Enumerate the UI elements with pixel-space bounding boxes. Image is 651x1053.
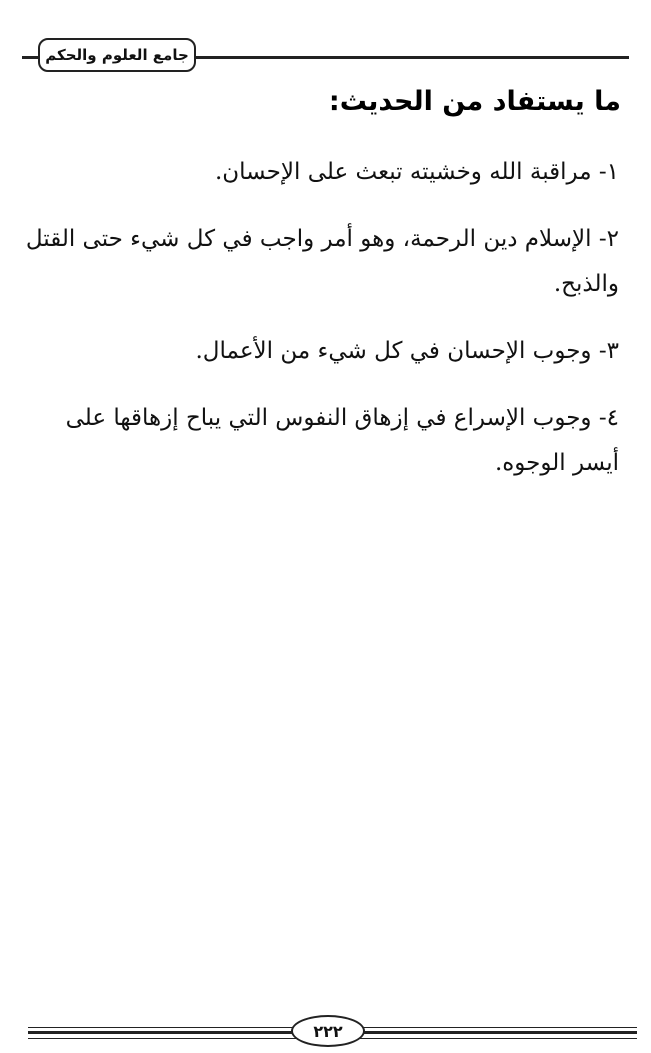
list-item-text: الإسلام دين الرحمة، وهو أمر واجب في كل شيء حتى القتل والذبح.: [25, 226, 619, 297]
list-item-number: ٤-: [598, 405, 619, 431]
list-item-text: وجوب الإسراع في إزهاق النفوس التي يباح إزهاقها على أيسر الوجوه.: [65, 405, 619, 476]
running-header-box: [38, 38, 196, 72]
list-item-number: ٣-: [598, 338, 619, 364]
list-item: [24, 396, 619, 486]
list-item-number: ١-: [598, 159, 619, 185]
list-item: [24, 217, 619, 307]
page-number-oval: [291, 1015, 365, 1047]
section-title: ما يستفاد من الحديث:: [328, 86, 621, 117]
list-item-text: وجوب الإحسان في كل شيء من الأعمال.: [195, 338, 592, 364]
list-item: [24, 150, 619, 195]
list-item-number: ٢-: [598, 226, 619, 252]
list-item: [24, 329, 619, 374]
page-number: ٢٢٢: [313, 1021, 343, 1041]
list-item-text: مراقبة الله وخشيته تبعث على الإحسان.: [214, 159, 592, 185]
running-header-title: جامع العلوم والحكم: [45, 46, 189, 64]
benefits-list: [24, 150, 619, 508]
